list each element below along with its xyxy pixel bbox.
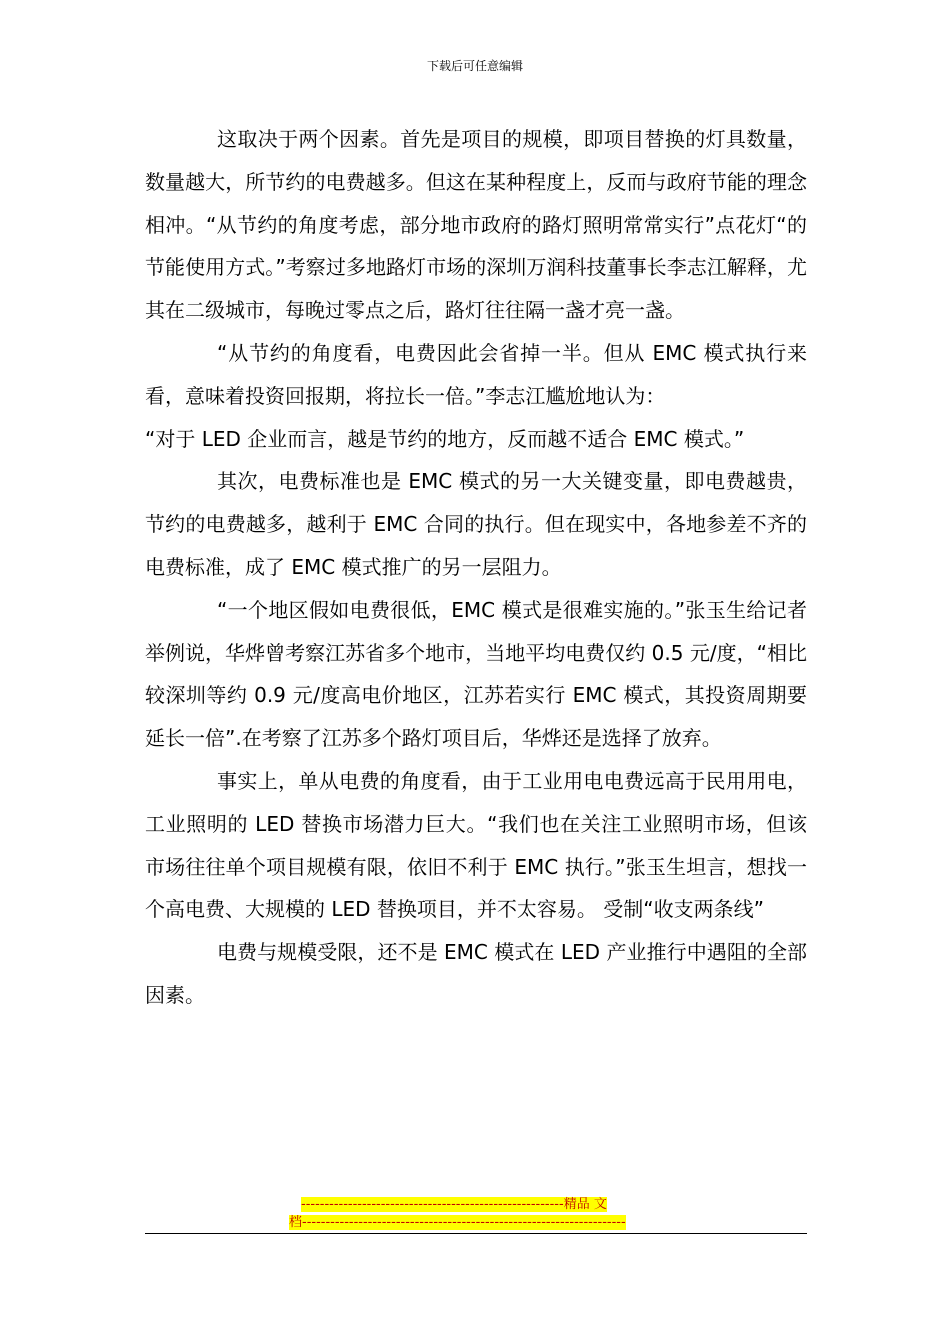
footer-line-1 bbox=[289, 1196, 669, 1214]
page-header: 下载后可任意编辑 bbox=[426, 59, 523, 73]
paragraph-7: 电费与规模受限，还不是 EMC 模式在 LED 产业推行中遇阻的全部因素。 bbox=[145, 940, 807, 1007]
paragraph-5: “一个地区假如电费很低，EMC 模式是很难实施的。”张玉生给记者举例说，华烨曾考察江苏省多个地市，当地平均电费仅约 0.5 元/度，“相比较深圳等约 0.9 元/度高电价地区，江苏若实行 EMC 模式，其投资周期要延长一倍”.在考察了江苏多个路灯项目后，华烨还是选择了放弃。 bbox=[145, 597, 807, 751]
footer-watermark bbox=[289, 1196, 669, 1232]
document-body bbox=[145, 118, 807, 1017]
paragraph-2: “从节约的角度看，电费因此会省掉一半。但从 EMC 模式执行来看，意味着投资回报期，将拉长一倍。”李志江尴尬地认为： bbox=[145, 340, 807, 408]
footer-line-2-text: 档--------------------------------------------------------------------- bbox=[289, 1215, 626, 1230]
footer-line-1-text: --------------------------------------------------------精品 文 bbox=[301, 1197, 607, 1212]
paragraph-4: 其次，电费标准也是 EMC 模式的另一大关键变量，即电费越贵，节约的电费越多，越利于 EMC 合同的执行。但在现实中，各地参差不齐的电费标准，成了 EMC 模式推广的另一层阻力。 bbox=[145, 469, 807, 579]
paragraph-6: 事实上，单从电费的角度看，由于工业用电电费远高于民用用电，工业照明的 LED 替换市场潜力巨大。“我们也在关注工业照明市场，但该市场往往单个项目规模有限，依旧不利于 EMC 执行。”张玉生坦言，想找一个高电费、大规模的 LED 替换项目，并不太容易。 受制“收支两条线” bbox=[145, 768, 807, 922]
paragraph-1: 这取决于两个因素。首先是项目的规模，即项目替换的灯具数量，数量越大，所节约的电费越多。但这在某种程度上，反而与政府节能的理念相冲。“从节约的角度考虑，部分地市政府的路灯照明常常实行”点花灯“的节能使用方式。”考察过多地路灯市场的深圳万润科技董事长李志江解释，尤其在二级城市，每晚过零点之后，路灯往往隔一盏才亮一盏。 bbox=[145, 127, 807, 323]
footer-line-2 bbox=[289, 1214, 669, 1232]
footer-divider bbox=[145, 1233, 807, 1234]
paragraph-3: “对于 LED 企业而言，越是节约的地方，反而越不适合 EMC 模式。” bbox=[145, 426, 745, 451]
